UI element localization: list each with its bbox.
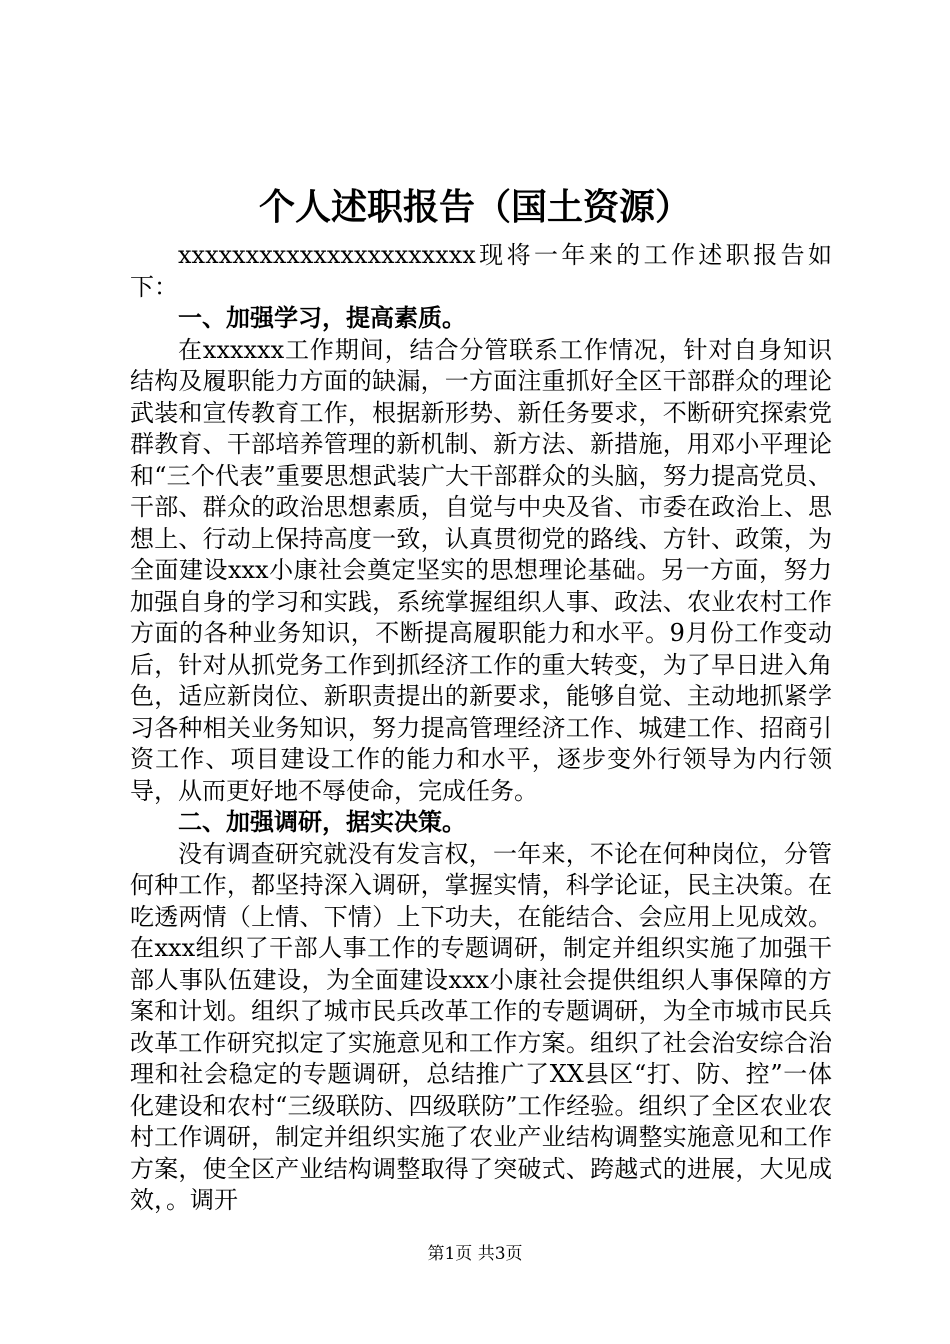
section-1-heading: 一、加强学习，提高素质。 xyxy=(178,304,466,332)
document-title: 个人述职报告（国土资源） xyxy=(258,186,691,228)
intro-paragraph: xxxxxxxxxxxxxxxxxxxxxx现将一年来的工作述职报告如下： xyxy=(130,241,832,301)
section-2-heading: 二、加强调研，据实决策。 xyxy=(178,808,466,836)
page-footer: 第1页 共3页 xyxy=(427,1244,523,1264)
section-2-paragraph: 没有调查研究就没有发言权，一年来，不论在何种岗位，分管何种工作，都坚持深入调研，掌握实情，科学论证，民主决策。在吃透两情（上情、下情）上下功夫，在能结合、会应用上见成效。在xxx组织了干部人事工作的专题调研，制定并组织实施了加强干部人事队伍建设，为全面建设xxx小康社会提供组织人事保障的方案和计划。组织了城市民兵改革工作的专题调研，为全市城市民兵改革工作研究拟定了实施意见和工作方案。组织了社会治安综合治理和社会稳定的专题调研，总结推广了XX县区“打、防、控”一体化建设和农村“三级联防、四级联防”工作经验。组织了全区农业农村工作调研，制定并组织实施了农业产业结构调整实施意见和工作方案，使全区产业结构调整取得了突破式、跨越式的进展，大见成效，。调开 xyxy=(130,839,832,1214)
document-body xyxy=(130,240,832,1217)
section-1-paragraph: 在xxxxxx工作期间，结合分管联系工作情况，针对自身知识结构及履职能力方面的缺漏，一方面注重抓好全区干部群众的理论武装和宣传教育工作，根据新形势、新任务要求，不断研究探索党群教育、干部培养管理的新机制、新方法、新措施，用邓小平理论和“三个代表”重要思想武装广大干部群众的头脑，努力提高党员、干部、群众的政治思想素质，自觉与中央及省、市委在政治上、思想上、行动上保持高度一致，认真贯彻党的路线、方针、政策，为全面建设xxx小康社会奠定坚实的思想理论基础。另一方面，努力加强自身的学习和实践，系统掌握组织人事、政法、农业农村工作方面的各种业务知识，不断提高履职能力和水平。9月份工作变动后，针对从抓党务工作到抓经济工作的重大转变，为了早日进入角色，适应新岗位、新职责提出的新要求，能够自觉、主动地抓紧学习各种相关业务知识，努力提高管理经济工作、城建工作、招商引资工作、项目建设工作的能力和水平，逐步变外行领导为内行领导，从而更好地不辱使命，完成任务。 xyxy=(130,335,832,805)
